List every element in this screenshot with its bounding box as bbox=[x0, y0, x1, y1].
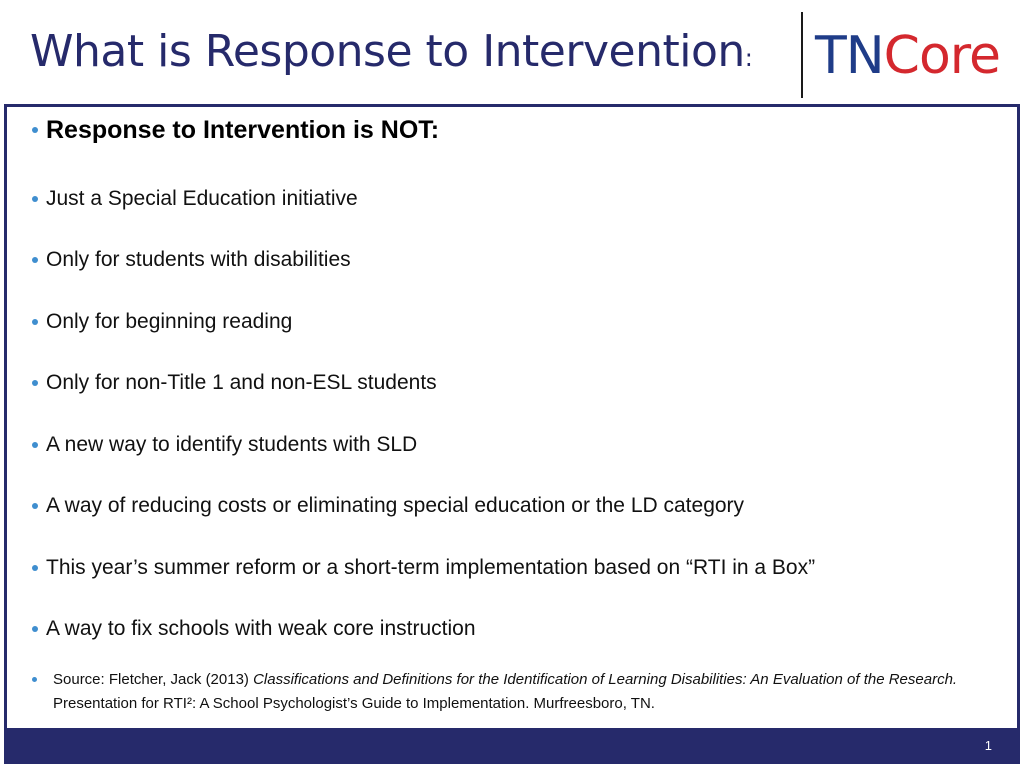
bullet-text: A new way to identify students with SLD bbox=[46, 433, 418, 456]
bullet-dot-icon bbox=[32, 442, 38, 448]
bullet-item bbox=[32, 248, 351, 272]
slide-title-text: What is Response to Intervention bbox=[30, 26, 745, 77]
slide-title bbox=[30, 26, 752, 77]
source-prefix: Source: Fletcher, Jack (2013) bbox=[53, 671, 254, 688]
bullet-text: This year’s summer reform or a short-term implementation based on “RTI in a Box” bbox=[46, 556, 816, 579]
source-citation bbox=[32, 668, 987, 716]
page-number: 1 bbox=[984, 738, 992, 753]
left-border bbox=[4, 104, 7, 728]
bullet-item bbox=[32, 556, 815, 580]
footer-bar bbox=[4, 728, 1020, 764]
bullet-dot-icon bbox=[32, 319, 38, 325]
slide-title-colon: : bbox=[744, 44, 753, 72]
source-text bbox=[53, 668, 987, 716]
logo-divider bbox=[801, 12, 803, 98]
bullet-text: Just a Special Education initiative bbox=[46, 187, 358, 210]
bullet-item bbox=[32, 494, 744, 518]
header-divider bbox=[4, 104, 1020, 107]
bullet-dot-icon bbox=[32, 257, 38, 263]
bullet-dot-icon bbox=[32, 503, 38, 509]
bullet-text: Only for students with disabilities bbox=[46, 248, 351, 271]
bullet-item bbox=[32, 617, 476, 641]
bullet-item bbox=[32, 187, 358, 211]
source-suffix: Presentation for RTI²: A School Psychologist’s Guide to Implementation. Murfreesboro, TN. bbox=[53, 695, 655, 712]
bullet-item bbox=[32, 433, 417, 457]
bullet-dot-icon bbox=[32, 127, 38, 133]
bullet-dot-icon bbox=[32, 626, 38, 632]
bullet-dot-icon bbox=[32, 677, 37, 682]
bullet-text: Only for non-Title 1 and non-ESL students bbox=[46, 371, 437, 394]
heading-text: Response to Intervention is NOT: bbox=[46, 116, 440, 144]
tncore-logo bbox=[815, 26, 1000, 86]
bullet-item bbox=[32, 310, 292, 334]
bullet-dot-icon bbox=[32, 196, 38, 202]
logo-core-text: Core bbox=[883, 26, 1001, 86]
bullet-text: A way to fix schools with weak core instruction bbox=[46, 617, 476, 640]
logo-tn-text: TN bbox=[815, 26, 884, 86]
right-border bbox=[1017, 104, 1020, 728]
bullet-item bbox=[32, 371, 437, 395]
source-title: Classifications and Definitions for the Identification of Learning Disabilities: An Evaluation of the Research. bbox=[253, 671, 958, 688]
bullet-heading bbox=[32, 116, 439, 145]
bullet-text: Only for beginning reading bbox=[46, 310, 293, 333]
bullet-text: A way of reducing costs or eliminating special education or the LD category bbox=[46, 494, 745, 517]
bullet-dot-icon bbox=[32, 565, 38, 571]
bullet-dot-icon bbox=[32, 380, 38, 386]
